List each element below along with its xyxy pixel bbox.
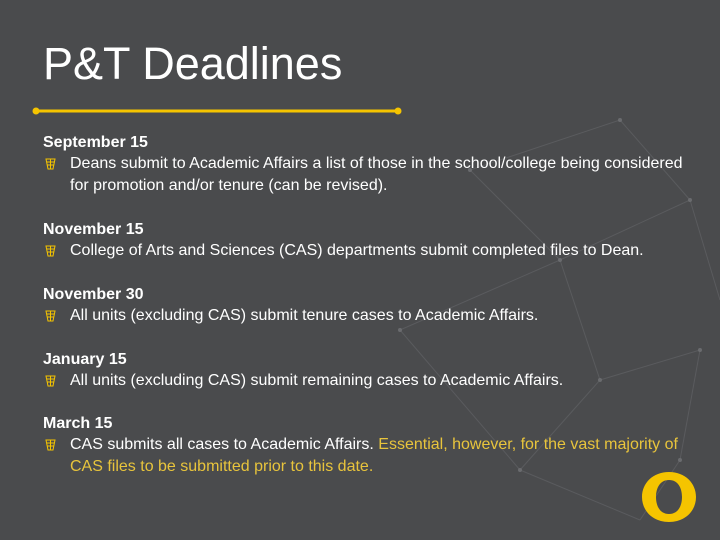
lantern-bullet-icon [44,157,57,171]
deadline-description [43,370,683,392]
deadline-description [43,240,683,262]
deadline-date: November 15 [43,221,144,238]
deadline-text: College of Arts and Sciences (CAS) departments submit completed files to Dean. [70,242,644,259]
deadline-date: September 15 [43,134,148,151]
deadline-text: Deans submit to Academic Affairs a list of those in the school/college being considered for promotion and/or tenure (can be revised). [70,155,683,194]
deadline-date: January 15 [43,351,127,368]
slide-title: P&T Deadlines [43,38,343,89]
lantern-bullet-icon [44,309,57,323]
lantern-bullet-icon [44,244,57,258]
lantern-bullet-icon [44,438,57,452]
oregon-o-logo-icon [641,471,697,523]
deadline-entry [43,413,683,478]
deadline-text: All units (excluding CAS) submit remaining cases to Academic Affairs. [70,372,564,389]
deadline-date: March 15 [43,415,113,432]
deadline-entry [43,284,683,327]
deadline-description [43,153,683,197]
deadline-list [43,132,683,500]
deadline-entry [43,349,683,392]
deadline-description [43,434,683,478]
lantern-bullet-icon [44,374,57,388]
deadline-date: November 30 [43,286,144,303]
title-underline-rule [32,104,402,118]
deadline-text: All units (excluding CAS) submit tenure cases to Academic Affairs. [70,307,539,324]
deadline-description [43,305,683,327]
deadline-highlight-text: Essential, however, for the vast majority of CAS files to be submitted prior to this date. [70,436,678,475]
deadline-text: CAS submits all cases to Academic Affairs. [70,436,379,453]
deadline-entry [43,219,683,262]
deadline-entry [43,132,683,197]
